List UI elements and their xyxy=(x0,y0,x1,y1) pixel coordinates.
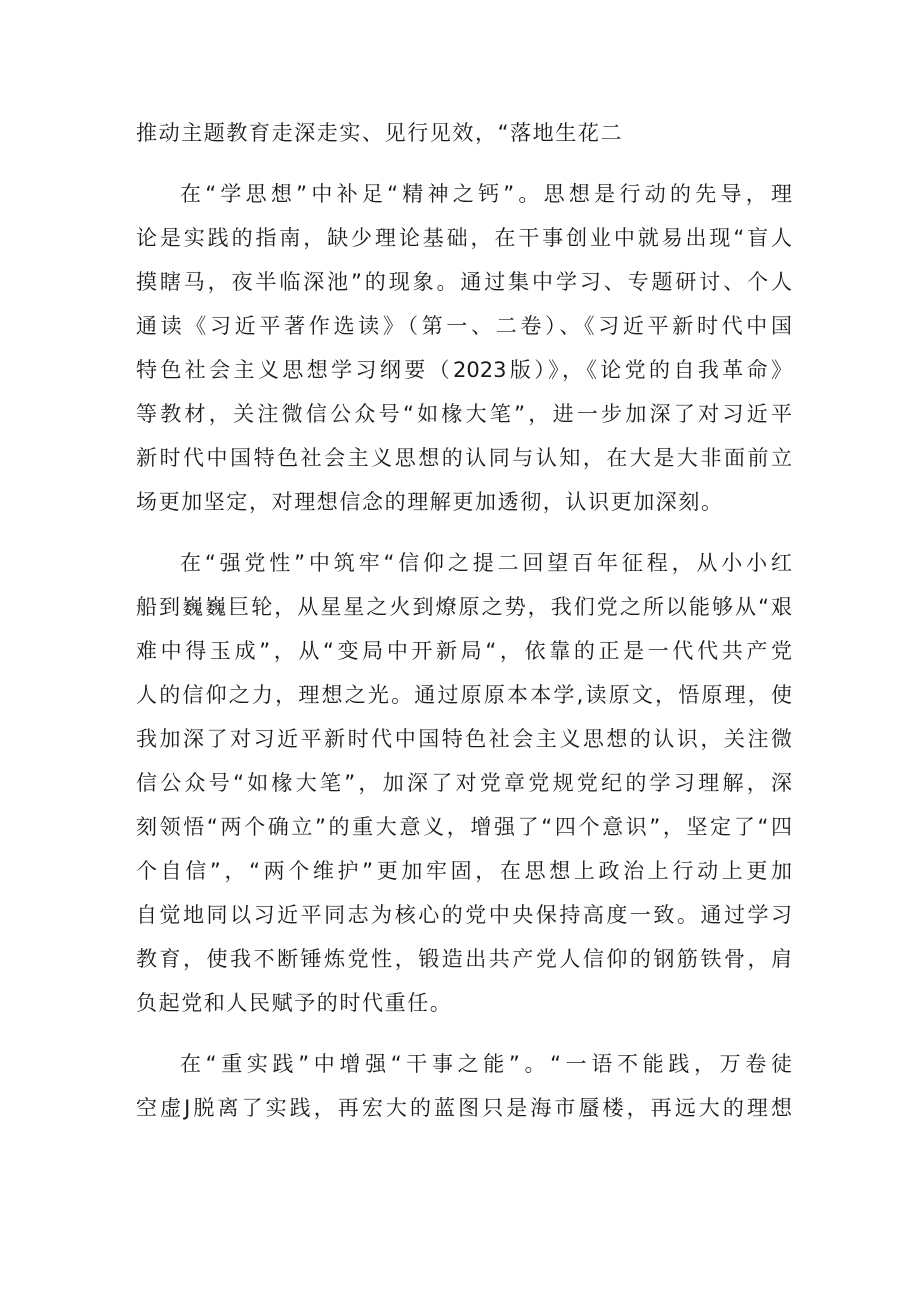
intro-line: 推动主题教育走深走实、见行见效，“落地生花二 xyxy=(136,121,624,145)
paragraph-line: 空虚J脱离了实践，再宏大的蓝图只是海市蜃楼，再远大的理想 xyxy=(136,1096,792,1120)
paragraph-emphasize-practice xyxy=(136,1042,792,1130)
paragraph-line: 在“强党性”中筑牢“信仰之提二回望百年征程，从小小红 xyxy=(180,551,792,575)
paragraph-line: 信公众号“如椽大笔”，加深了对党章党规党纪的学习理解，深 xyxy=(136,771,792,795)
paragraph-line: 新时代中国特色社会主义思想的认同与认知，在大是大非面前立 xyxy=(136,446,792,470)
paragraph-line: 人的信仰之力，理想之光。通过原原本本学,读原文，悟原理，使 xyxy=(136,683,792,707)
paragraph-line: 论是实践的指南，缺少理论基础，在干事创业中就易出现“盲人 xyxy=(136,226,792,250)
paragraph-line: 通读《习近平著作选读》（第一、二卷）、《习近平新时代中国 xyxy=(136,314,792,338)
paragraph-line: 教育，使我不断锤炼党性，锻造出共产党人信仰的钢筋铁骨，肩 xyxy=(136,947,792,971)
paragraph-strengthen-party-spirit xyxy=(136,541,792,1025)
paragraph-line: 船到巍巍巨轮，从星星之火到燎原之势，我们党之所以能够从“艰 xyxy=(136,595,792,619)
paragraph-line: 特色社会主义思想学习纲要（2023版）》，《论党的自我革命》 xyxy=(136,358,792,382)
paragraph-line: 等教材，关注微信公众号“如椽大笔”，进一步加深了对习近平 xyxy=(136,402,792,426)
paragraph-line: 自觉地同以习近平同志为核心的党中央保持高度一致。通过学习 xyxy=(136,903,792,927)
paragraph-line: 难中得玉成”，从“变局中开新局“，依靠的正是一代代共产党 xyxy=(136,639,792,663)
paragraph-line: 刻领悟“两个确立”的重大意义，增强了“四个意识”，坚定了“四 xyxy=(136,815,792,839)
paragraph-line: 在“重实践”中增强“干事之能”。“一语不能践，万卷徒 xyxy=(180,1052,792,1076)
paragraph-study-thought xyxy=(136,172,792,524)
paragraph-line: 摸瞎马，夜半临深池”的现象。通过集中学习、专题研讨、个人 xyxy=(136,270,792,294)
paragraph-line: 场更加坚定，对理想信念的理解更加透彻，认识更加深刻。 xyxy=(136,490,724,514)
paragraph-line: 个自信”，“两个维护”更加牢固，在思想上政治上行动上更加 xyxy=(136,859,792,883)
paragraph-line: 我加深了对习近平新时代中国特色社会主义思想的认识，关注微 xyxy=(136,727,792,751)
paragraph-line: 在“学思想”中补足“精神之钙”。思想是行动的先导，理 xyxy=(180,182,792,206)
document-body xyxy=(136,111,792,1130)
paragraph-line: 负起党和人民赋予的时代重任。 xyxy=(136,991,453,1015)
